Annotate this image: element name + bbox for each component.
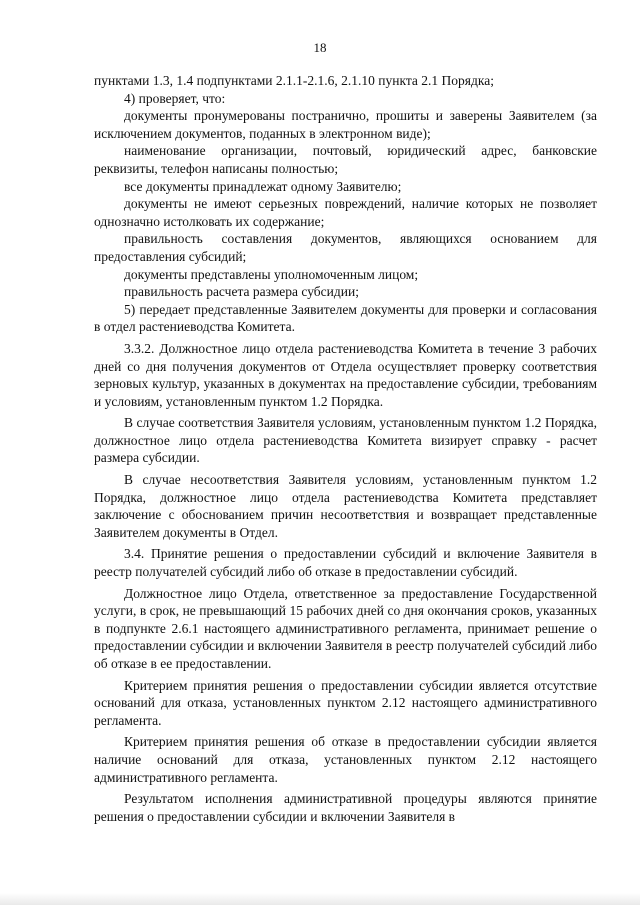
paragraph: 4) проверяет, что: — [124, 90, 226, 106]
paragraph: документы представлены уполномоченным лицом; — [124, 266, 419, 282]
paragraph: 3.3.2. Должностное лицо отдела растениеводства Комитета в течение 3 рабочих дней со дня получения документов от Отдела осуществляет проверку соответствия зерновых культур, указанных в документах на предоставление субсидии, требованиям и условиям, установленным пунктом 1.2 Порядка. — [94, 340, 597, 409]
paragraph: наименование организации, почтовый, юридический адрес, банковские реквизиты, телефон написаны полностью; — [94, 143, 597, 176]
document-body — [94, 72, 597, 825]
scan-bottom-edge — [0, 893, 640, 905]
paragraph: правильность составления документов, являющихся основанием для предоставления субсидий; — [94, 231, 597, 264]
paragraph: 3.4. Принятие решения о предоставлении субсидий и включение Заявителя в реестр получателей субсидий либо об отказе в предоставлении субсидий. — [94, 546, 597, 580]
paragraph: Должностное лицо Отдела, ответственное за предоставление Государственной услуги, в срок, не превышающий 15 рабочих дней со дня окончания сроков, указанных в подпункте 2.6.1 настоящего административного регламента, принимает решение о предоставлении субсидии и включении Заявителя в реестр получателей субсидий либо об отказе в ее предоставлении. — [94, 585, 597, 671]
paragraph: документы не имеют серьезных повреждений, наличие которых не позволяет однозначно истолковать их содержание; — [94, 196, 597, 229]
paragraph: правильность расчета размера субсидии; — [124, 284, 359, 300]
paragraph: все документы принадлежат одному Заявителю; — [124, 178, 402, 194]
page-number: 18 — [313, 40, 327, 55]
paragraph: В случае несоответствия Заявителя условиям, установленным пунктом 1.2 Порядка, должностное лицо отдела растениеводства Комитета представляет заключение с обоснованием причин несоответствия и возвращает представленные Заявителем документы в Отдел. — [94, 472, 597, 540]
paragraph: Критерием принятия решения о предоставлении субсидии является отсутствие оснований для отказа, установленных пунктом 2.12 настоящего административного регламента. — [94, 677, 597, 728]
paragraph: пунктами 1.3, 1.4 подпунктами 2.1.1-2.1.6, 2.1.10 пункта 2.1 Порядка; — [94, 73, 494, 88]
paragraph: 5) передает представленные Заявителем документы для проверки и согласования в отдел растениеводства Комитета. — [94, 301, 597, 335]
paragraph: Результатом исполнения административной процедуры являются принятие решения о предоставлении субсидии и включении Заявителя в — [94, 791, 597, 824]
paragraph: В случае соответствия Заявителя условиям, установленным пунктом 1.2 Порядка, должностное лицо отдела растениеводства Комитета визирует справку - расчет размера субсидии. — [94, 415, 597, 466]
paragraph: Критерием принятия решения об отказе в предоставлении субсидии является наличие оснований для отказа, установленных пунктом 2.12 настоящего административного регламента. — [94, 734, 597, 785]
paragraph: документы пронумерованы постранично, прошиты и заверены Заявителем (за исключением документов, поданных в электронном виде); — [94, 108, 597, 141]
